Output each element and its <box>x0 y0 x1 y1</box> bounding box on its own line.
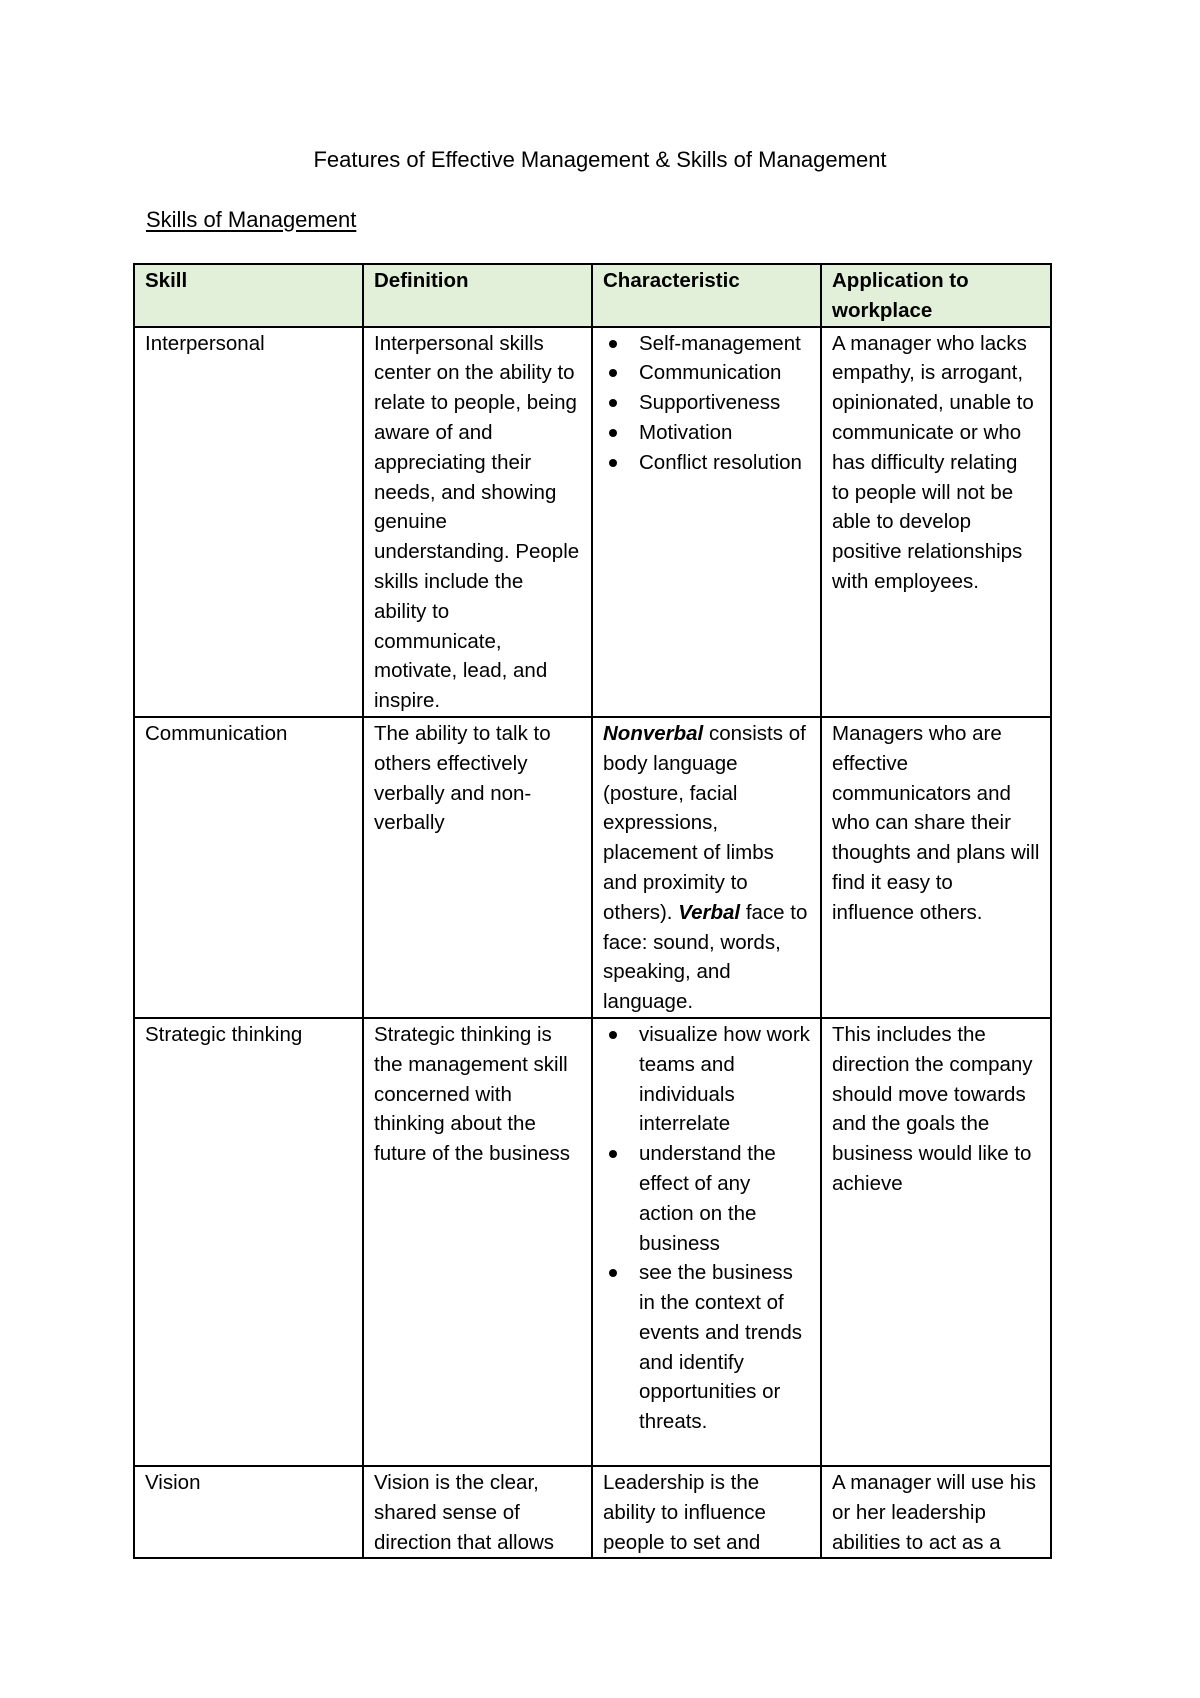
bullet-icon <box>609 399 617 407</box>
cell-definition: Strategic thinking is the management skill concerned with thinking about the future of the business <box>363 1018 592 1466</box>
skills-table <box>133 263 1052 1559</box>
bullet-icon <box>609 1150 617 1158</box>
bullet-icon <box>609 1031 617 1039</box>
header-characteristic: Characteristic <box>592 264 821 327</box>
term-verbal: Verbal <box>678 900 741 924</box>
cell-skill: Strategic thinking <box>134 1018 363 1466</box>
cell-characteristic <box>592 327 821 717</box>
cell-characteristic <box>592 717 821 1018</box>
characteristic-text: consists of body language (posture, facial expressions, placement of limbs and proximity to others). <box>603 721 806 924</box>
list-item: see the business in the context of events and trends and identify opportunities or threats. <box>603 1258 810 1437</box>
bullet-icon <box>609 429 617 437</box>
page-title: Features of Effective Management & Skills of Management <box>313 147 887 172</box>
section-heading: Skills of Management <box>146 207 357 232</box>
cell-characteristic: Leadership is the ability to influence people to set and <box>592 1466 821 1558</box>
cell-definition: The ability to talk to others effectively verbally and non-verbally <box>363 717 592 1018</box>
cell-skill: Interpersonal <box>134 327 363 717</box>
table-row <box>134 327 1051 717</box>
list-item: Conflict resolution <box>603 448 810 478</box>
cell-definition: Interpersonal skills center on the ability to relate to people, being aware of and appreciating their needs, and showing genuine understanding. People skills include the ability to communicate, motivate, lead, and inspire. <box>363 327 592 717</box>
characteristic-list <box>603 329 810 478</box>
cell-application: Managers who are effective communicators and who can share their thoughts and plans will find it easy to influence others. <box>821 717 1051 1018</box>
table-row <box>134 1466 1051 1558</box>
characteristic-list <box>603 1020 810 1437</box>
list-item: Supportiveness <box>603 388 810 418</box>
cell-application: A manager who lacks empathy, is arrogant, opinionated, unable to communicate or who has difficulty relating to people will not be able to develop positive relationships with employees. <box>821 327 1051 717</box>
cell-application: This includes the direction the company should move towards and the goals the business would like to achieve <box>821 1018 1051 1466</box>
header-definition: Definition <box>363 264 592 327</box>
characteristic-text: face to face: sound, words, speaking, and language. <box>603 900 808 1014</box>
cell-skill: Vision <box>134 1466 363 1558</box>
bullet-icon <box>609 369 617 377</box>
term-nonverbal: Nonverbal <box>603 721 704 745</box>
cell-skill: Communication <box>134 717 363 1018</box>
header-skill: Skill <box>134 264 363 327</box>
cell-application: A manager will use his or her leadership abilities to act as a <box>821 1466 1051 1558</box>
header-application: Application to workplace <box>821 264 1051 327</box>
cell-definition: Vision is the clear, shared sense of direction that allows <box>363 1466 592 1558</box>
cell-characteristic <box>592 1018 821 1466</box>
bullet-icon <box>609 1269 617 1277</box>
bullet-icon <box>609 340 617 348</box>
list-item: Communication <box>603 358 810 388</box>
list-item: Motivation <box>603 418 810 448</box>
table-header-row <box>134 264 1051 327</box>
bullet-icon <box>609 459 617 467</box>
list-item: visualize how work teams and individuals interrelate <box>603 1020 810 1139</box>
list-item: understand the effect of any action on the business <box>603 1139 810 1258</box>
list-item: Self-management <box>603 329 810 359</box>
table-row <box>134 1018 1051 1466</box>
table-row <box>134 717 1051 1018</box>
